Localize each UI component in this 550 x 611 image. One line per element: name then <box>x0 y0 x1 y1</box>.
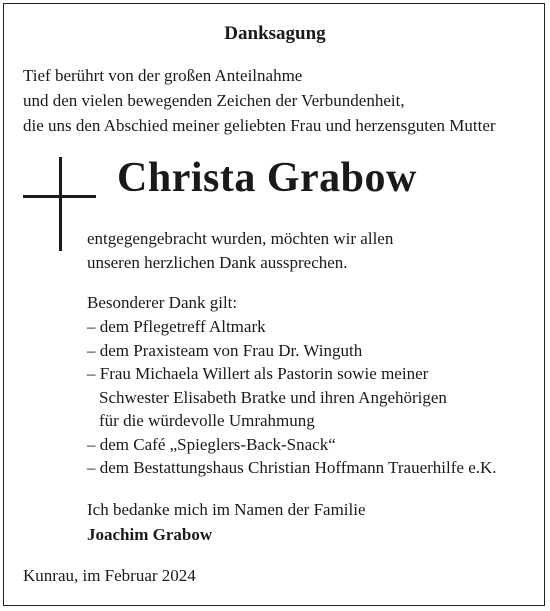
closing-line: Ich bedanke mich im Namen der Familie <box>87 500 366 519</box>
special-thanks-item: – dem Bestattungshaus Christian Hoffmann Trauerhilfe e.K. <box>87 458 497 477</box>
notice-heading: Danksagung <box>224 23 326 44</box>
special-thanks-item-continuation: Schwester Elisabeth Bratke und ihren Angehörigen <box>99 388 447 407</box>
special-thanks-item: – Frau Michaela Willert als Pastorin sowie meiner <box>87 364 429 383</box>
special-thanks-item-continuation: für die würdevolle Umrahmung <box>99 411 315 430</box>
place-and-date: Kunrau, im Februar 2024 <box>23 566 196 585</box>
cross-vertical-bar <box>59 157 62 251</box>
special-thanks-item: – dem Pflegetreff Altmark <box>87 317 266 336</box>
deceased-name: Christa Grabow <box>117 155 417 201</box>
gratitude-line-2: unseren herzlichen Dank aussprechen. <box>87 253 348 272</box>
intro-line-1: Tief berührt von der großen Anteilnahme <box>23 66 303 85</box>
signatory-name: Joachim Grabow <box>87 525 213 544</box>
special-thanks-item: – dem Café „Spieglers-Back-Snack“ <box>87 435 336 454</box>
special-thanks-item: – dem Praxisteam von Frau Dr. Winguth <box>87 341 363 360</box>
intro-line-2: und den vielen bewegenden Zeichen der Verbundenheit, <box>23 91 405 110</box>
intro-line-3: die uns den Abschied meiner geliebten Frau und herzensguten Mutter <box>23 116 496 135</box>
cross-horizontal-bar <box>23 195 96 198</box>
gratitude-line-1: entgegengebracht wurden, möchten wir allen <box>87 229 394 248</box>
special-thanks-title: Besonderer Dank gilt: <box>87 293 238 312</box>
